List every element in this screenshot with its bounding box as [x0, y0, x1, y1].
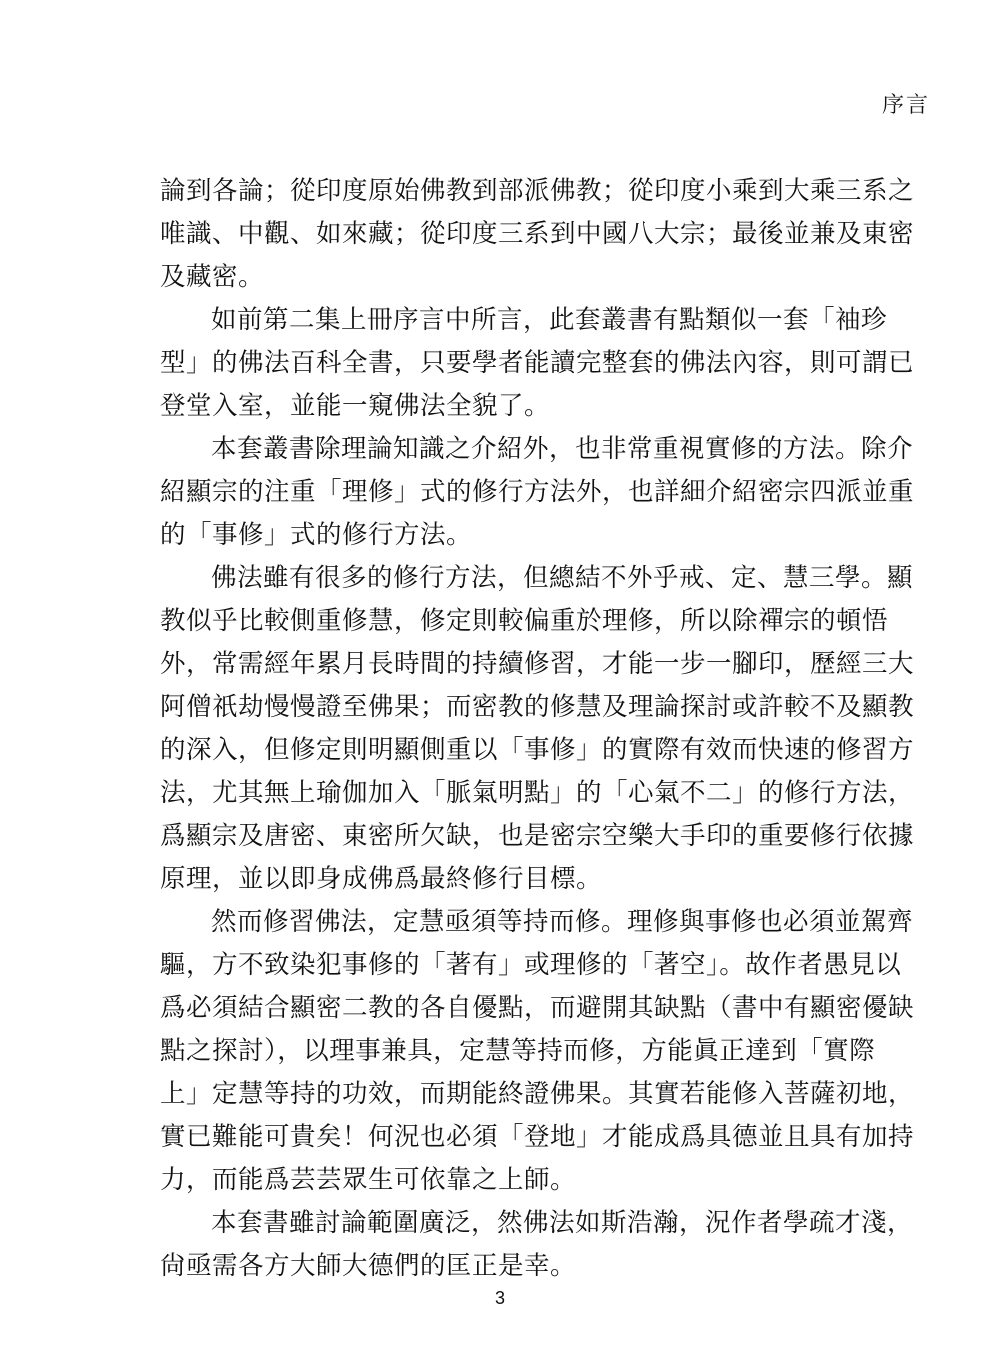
text-line: 及藏密。 — [160, 262, 265, 292]
text-line: 尙亟需各方大師大德們的匡正是幸。 — [160, 1251, 577, 1281]
paragraph — [160, 299, 915, 428]
text-line: 上」定慧等持的功效，而期能終證佛果。其實若能修入菩薩初地， — [160, 1079, 915, 1109]
text-line: 紹顯宗的注重「理修」式的修行方法外，也詳細介紹密宗四派並重 — [160, 477, 915, 507]
text-line: 爲顯宗及唐密、東密所欠缺，也是密宗空樂大手印的重要修行依據 — [160, 821, 915, 851]
text-line: 驅，方不致染犯事修的「著有」或理修的「著空」。故作者愚見以 — [160, 950, 902, 980]
text-line: 法，尤其無上瑜伽加入「脈氣明點」的「心氣不二」的修行方法， — [160, 778, 915, 808]
text-line: 點之探討），以理事兼具，定慧等持而修，方能眞正達到「實際 — [160, 1036, 876, 1066]
text-line: 原理，並以即身成佛爲最終修行目標。 — [160, 864, 603, 894]
text-line: 然而修習佛法，定慧亟須等持而修。理修與事修也必須並駕齊 — [211, 907, 914, 937]
page-number: 3 — [494, 1288, 505, 1308]
paragraph — [160, 428, 915, 557]
paragraph — [160, 901, 915, 1202]
text-line: 爲必須結合顯密二教的各自優點，而避開其缺點（書中有顯密優缺 — [160, 993, 915, 1023]
paragraph — [160, 170, 915, 299]
text-line: 型」的佛法百科全書，只要學者能讀完整套的佛法內容，則可謂已 — [160, 348, 915, 378]
paragraph — [160, 1202, 914, 1288]
text-line: 實已難能可貴矣！何況也必須「登地」才能成爲具德並且具有加持 — [160, 1122, 915, 1152]
text-line: 論到各論；從印度原始佛教到部派佛教；從印度小乘到大乘三系之 — [160, 176, 915, 206]
text-line: 本套書雖討論範圍廣泛，然佛法如斯浩瀚，況作者學疏才淺， — [211, 1208, 914, 1238]
text-line: 力，而能爲芸芸眾生可依靠之上師。 — [160, 1165, 577, 1195]
text-line: 唯識、中觀、如來藏；從印度三系到中國八大宗；最後並兼及東密 — [160, 219, 915, 249]
text-line: 佛法雖有很多的修行方法，但總結不外乎戒、定、慧三學。顯 — [211, 563, 914, 593]
body-text — [160, 170, 915, 1288]
text-line: 的深入，但修定則明顯側重以「事修」的實際有效而快速的修習方 — [160, 735, 915, 765]
text-line: 登堂入室，並能一窺佛法全貌了。 — [160, 391, 551, 421]
text-line: 本套叢書除理論知識之介紹外，也非常重視實修的方法。除介 — [211, 434, 914, 464]
running-header: 序言 — [881, 93, 930, 118]
text-line: 如前第二集上冊序言中所言，此套叢書有點類似一套「袖珍 — [211, 305, 888, 335]
text-line: 教似乎比較側重修慧，修定則較偏重於理修，所以除禪宗的頓悟 — [160, 606, 889, 636]
text-line: 阿僧祇劫慢慢證至佛果；而密教的修慧及理論探討或許較不及顯教 — [160, 692, 915, 722]
text-line: 的「事修」式的修行方法。 — [160, 520, 473, 550]
text-line: 外，常需經年累月長時間的持續修習，才能一步一腳印，歷經三大 — [160, 649, 915, 679]
paragraph — [160, 557, 915, 901]
